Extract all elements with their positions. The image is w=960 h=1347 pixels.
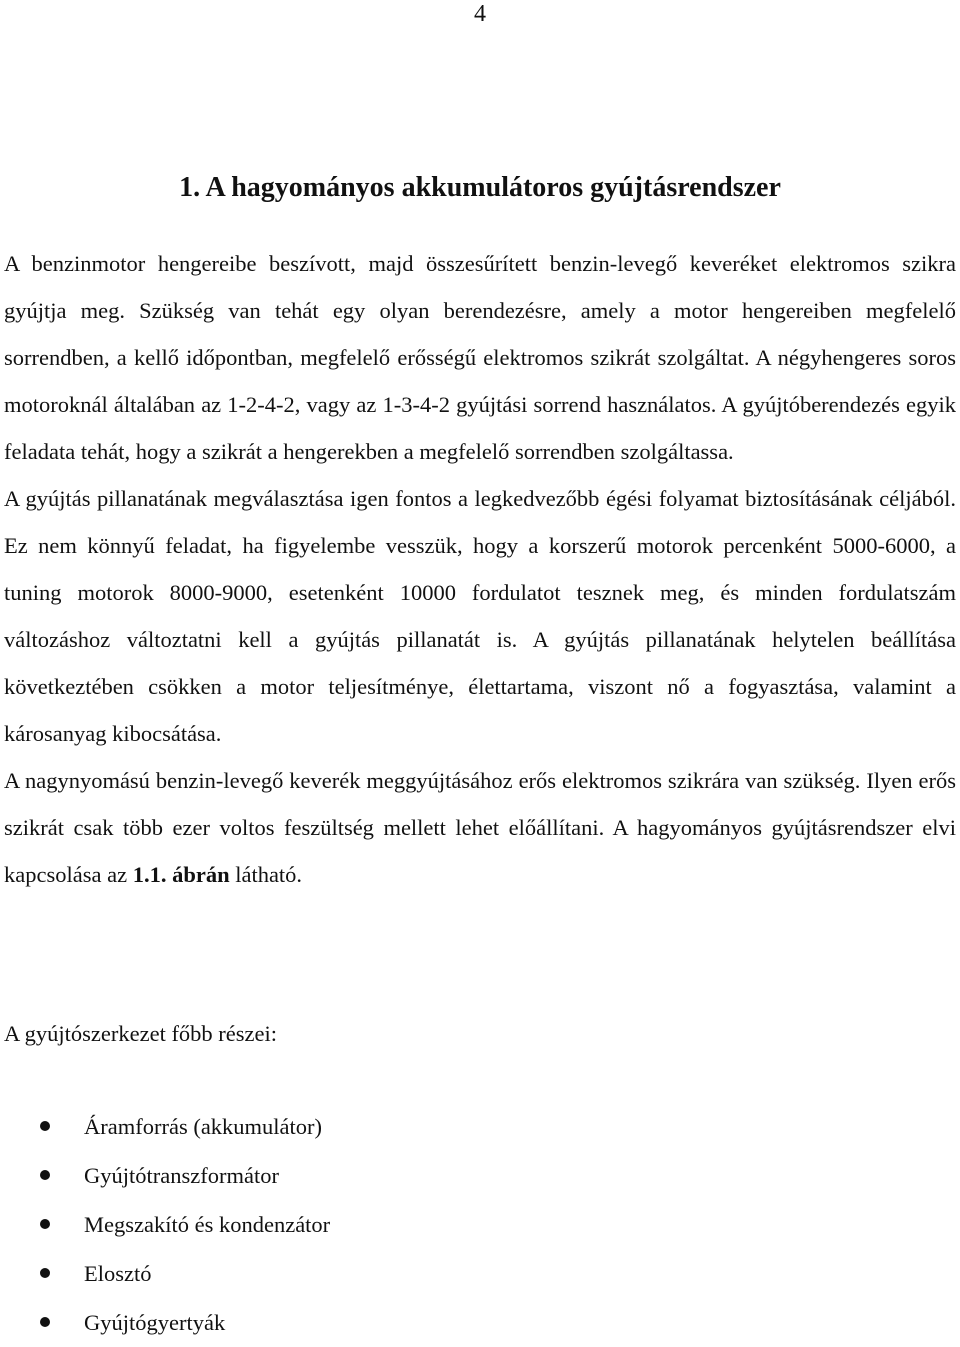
paragraph-3-text-start: A nagynyomású benzin-levegő keverék meggyújtásához erős elektromos szikrára van szükség. Ilyen erős szikrát csak több ezer voltos feszültség mellett lehet előállítani. A hagyományos gyújtásrendszer elvi kapcsolása az — [4, 768, 956, 887]
paragraph-1: A benzinmotor hengereibe beszívott, majd összesűrített benzin-levegő keveréket elektromos szikra gyújtja meg. Szükség van tehát egy olyan berendezésre, amely a motor hengereiben megfelelő sorrendben, a kellő időpontban, megfelelő erősségű elektromos szikrát szolgáltat. A négyhengeres soros motoroknál általában az 1-2-4-2, vagy az 1-3-4-2 gyújtási sorrend használatos. A gyújtóberendezés egyik feladata tehát, hogy a szikrát a hengerekben a megfelelő sorrendben szolgáltassa. — [4, 251, 956, 464]
list-item-label: Gyújtógyertyák — [84, 1310, 226, 1335]
figure-reference: 1.1. ábrán — [132, 862, 230, 887]
list-item — [0, 1151, 330, 1200]
list-item — [0, 1249, 330, 1298]
parts-heading: A gyújtószerkezet főbb részei: — [4, 1021, 278, 1046]
list-item — [0, 1298, 330, 1347]
page-number: 4 — [474, 1, 486, 27]
bullet-icon — [40, 1170, 50, 1180]
list-item-label: Megszakító és kondenzátor — [84, 1212, 331, 1237]
bullet-icon — [40, 1121, 50, 1131]
paragraph-3 — [4, 757, 956, 898]
body-text — [4, 240, 956, 898]
list-item-label: Áramforrás (akkumulátor) — [84, 1114, 323, 1139]
bullet-icon — [40, 1317, 50, 1327]
chapter-title: 1. A hagyományos akkumulátoros gyújtásrendszer — [179, 172, 781, 203]
list-item — [0, 1200, 330, 1249]
parts-list — [0, 1102, 330, 1347]
list-item-label: Gyújtótranszformátor — [84, 1163, 279, 1188]
bullet-icon — [40, 1219, 50, 1229]
paragraph-3-text-end: látható. — [229, 862, 303, 887]
paragraph-2: A gyújtás pillanatának megválasztása igen fontos a legkedvezőbb égési folyamat biztosításának céljából. Ez nem könnyű feladat, ha figyelembe vesszük, hogy a korszerű motorok percenként 5000-6000, a tuning motorok 8000-9000, esetenként 10000 fordulatot tesznek meg, és minden fordulatszám változáshoz változtatni kell a gyújtás pillanatát is. A gyújtás pillanatának helytelen beállítása következtében csökken a motor teljesítménye, élettartama, viszont nő a fogyasztása, valamint a károsanyag kibocsátása. — [4, 486, 956, 746]
bullet-icon — [40, 1268, 50, 1278]
list-item-label: Elosztó — [84, 1261, 152, 1286]
list-item — [0, 1102, 330, 1151]
